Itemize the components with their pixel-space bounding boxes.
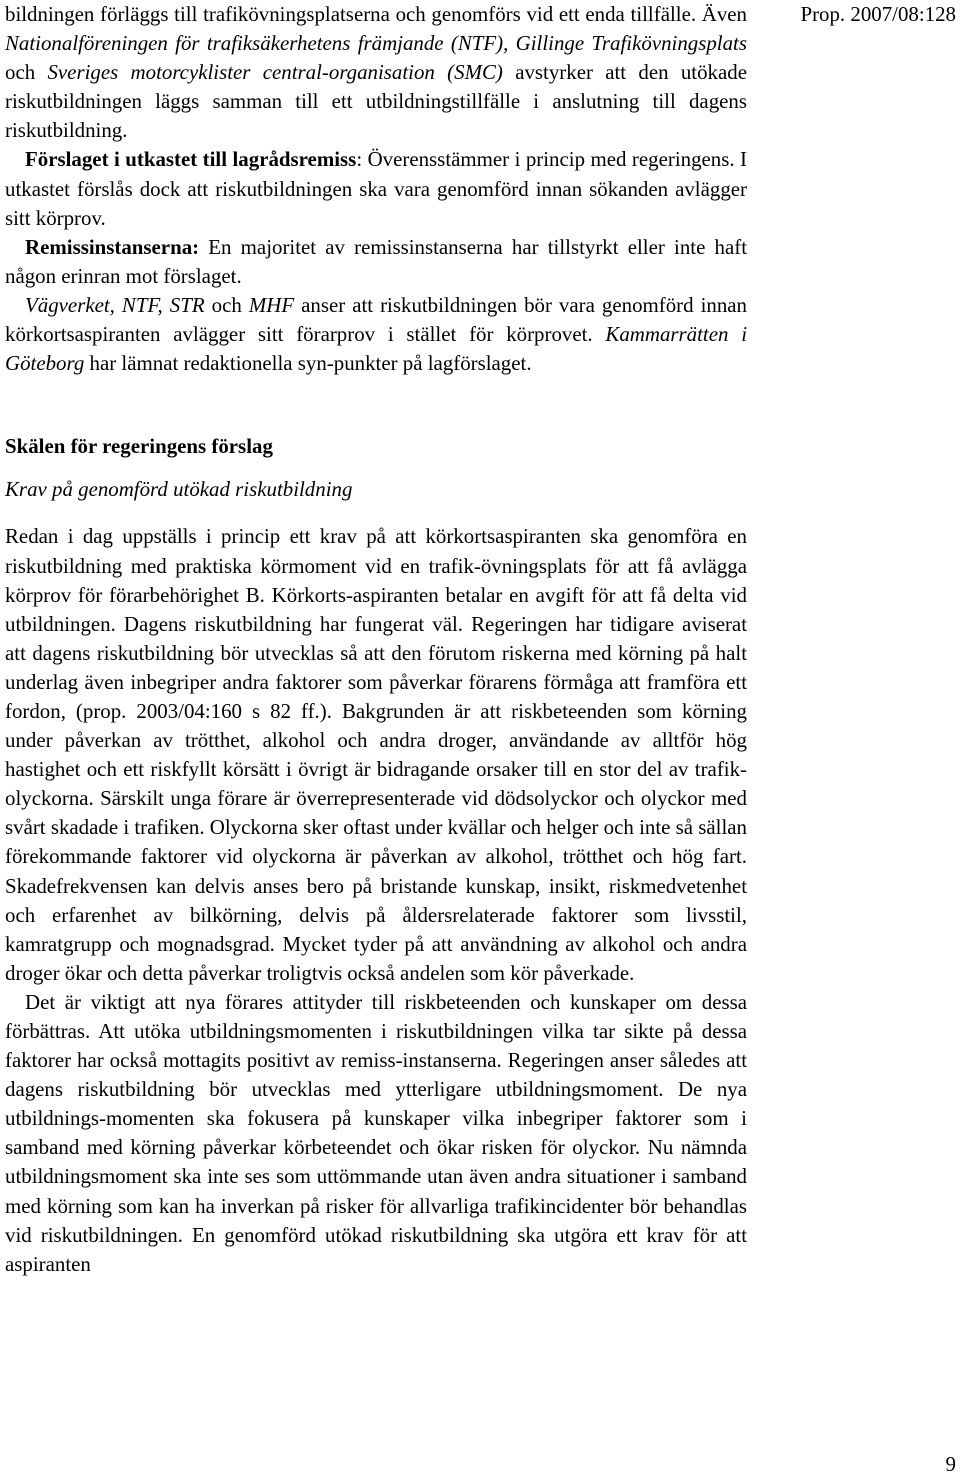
section-heading: Skälen för regeringens förslag — [5, 434, 273, 459]
label-draft-proposal: Förslaget i utkastet till lagrådsremiss — [25, 147, 357, 172]
paragraph-agency-views — [5, 291, 747, 378]
org-name-mhf: MHF — [248, 292, 295, 317]
text-run: bildningen förläggs till trafikövningsplatserna och genomförs vid ett enda tillfälle. Även — [5, 2, 747, 26]
org-names: Nationalföreningen för trafiksäkerhetens främjande (NTF), Gillinge Trafikövningsplats — [5, 31, 747, 56]
org-name-smc: Sveriges motorcyklister central-organisation (SMC) — [47, 60, 503, 85]
document-reference: Prop. 2007/08:128 — [800, 2, 956, 26]
body-column — [5, 0, 747, 1279]
text-run: En majoritet av remissinstanserna har tillstyrkt eller inte haft någon erinran mot förslaget. — [5, 234, 747, 288]
paragraph-consultation-bodies — [5, 233, 747, 291]
court-name: Kammarrätten i Göteborg — [5, 322, 747, 376]
paragraph-government-position: Det är viktigt att nya förares attityder till riskbeteenden och kunskaper om dessa förbättras. Att utöka utbildningsmomenten i riskutbildningen vilka tar sikte på dessa faktorer har också mottagits positivt av remiss-instanserna. Regeringen anser således att dagens riskutbildning bör utvecklas med ytterligare utbildningsmoment. De nya utbildnings-momenten ska fokusera på kunskaper vilka inbegriper faktorer som i samband med körning påverkar körbeteendet och ökar risken för olyckor. Nu nämnda utbildningsmoment ska inte ses som uttömmande utan även andra situationer i samband med körning som kan ha inverkan på risker för allvarliga trafikincidenter bör behandlas vid riskutbildningen. En genomförd utökad riskutbildning ska utgöra ett krav för att aspiranten — [5, 989, 747, 1276]
text-run: och — [5, 60, 48, 85]
paragraph-opposition — [5, 0, 747, 145]
section-subheading: Krav på genomförd utökad riskutbildning — [5, 477, 353, 502]
text-run: har lämnat redaktionella syn-punkter på lagförslaget. — [84, 351, 532, 376]
text-run: avstyrker att den utökade riskutbildningen läggs samman till ett utbildningstillfälle i anslutning till dagens riskutbildning. — [5, 60, 747, 143]
paragraph-background: Redan i dag uppställs i princip ett krav på att körkortsaspiranten ska genomföra en riskutbildning med praktiska körmoment vid en trafik-övningsplats för att få avlägga körprov för förarbehörighet B. Körkorts-aspiranten betalar en avgift för att få delta vid utbildningen. Dagens riskutbildning har fungerat väl. Regeringen har tidigare aviserat att dagens riskutbildning bör utvecklas så att den förutom riskerna med körning på halt underlag även inbegriper andra faktorer som påverkar förarens förmåga att framföra ett fordon, (prop. 2003/04:160 s 82 ff.). Bakgrunden är att riskbeteenden som körning under påverkan av trötthet, alkohol och andra droger, användande av alltför hög hastighet och ett riskfyllt körsätt i övrigt är bidragande orsaker till en stor del av trafik-olyckorna. Särskilt unga förare är överrepresenterade vid dödsolyckor och olyckor med svårt skadade i trafiken. Olyckorna sker oftast under kvällar och helger och inte så sällan förekommande faktorer vid olyckorna är påverkan av alkohol, trötthet och hög fart. Skadefrekvensen kan delvis anses bero på bristande kunskap, insikt, riskmedvetenhet och erfarenhet av bilkörning, delvis på åldersrelaterade faktorer som livsstil, kamratgrupp och mognadsgrad. Mycket tyder på att användning av alkohol och andra droger ökar och detta påverkar troligtvis också andelen som kör påverkade. — [5, 524, 747, 985]
page-number: 9 — [945, 1452, 956, 1476]
label-consultation-bodies: Remissinstanserna: — [25, 234, 200, 259]
text-run: : Överensstämmer i princip med regeringens. I utkastet förslås dock att riskutbildningen ska vara genomförd innan sökanden avlägger sitt körprov. — [5, 147, 747, 230]
text-run: anser att riskutbildningen bör vara genomförd innan körkortsaspiranten avlägger sitt förarprov i stället för körprovet. — [5, 292, 748, 347]
text-run: och — [204, 292, 249, 317]
org-names: Vägverket, NTF, STR — [25, 292, 205, 317]
paragraph-draft-proposal — [5, 145, 747, 232]
